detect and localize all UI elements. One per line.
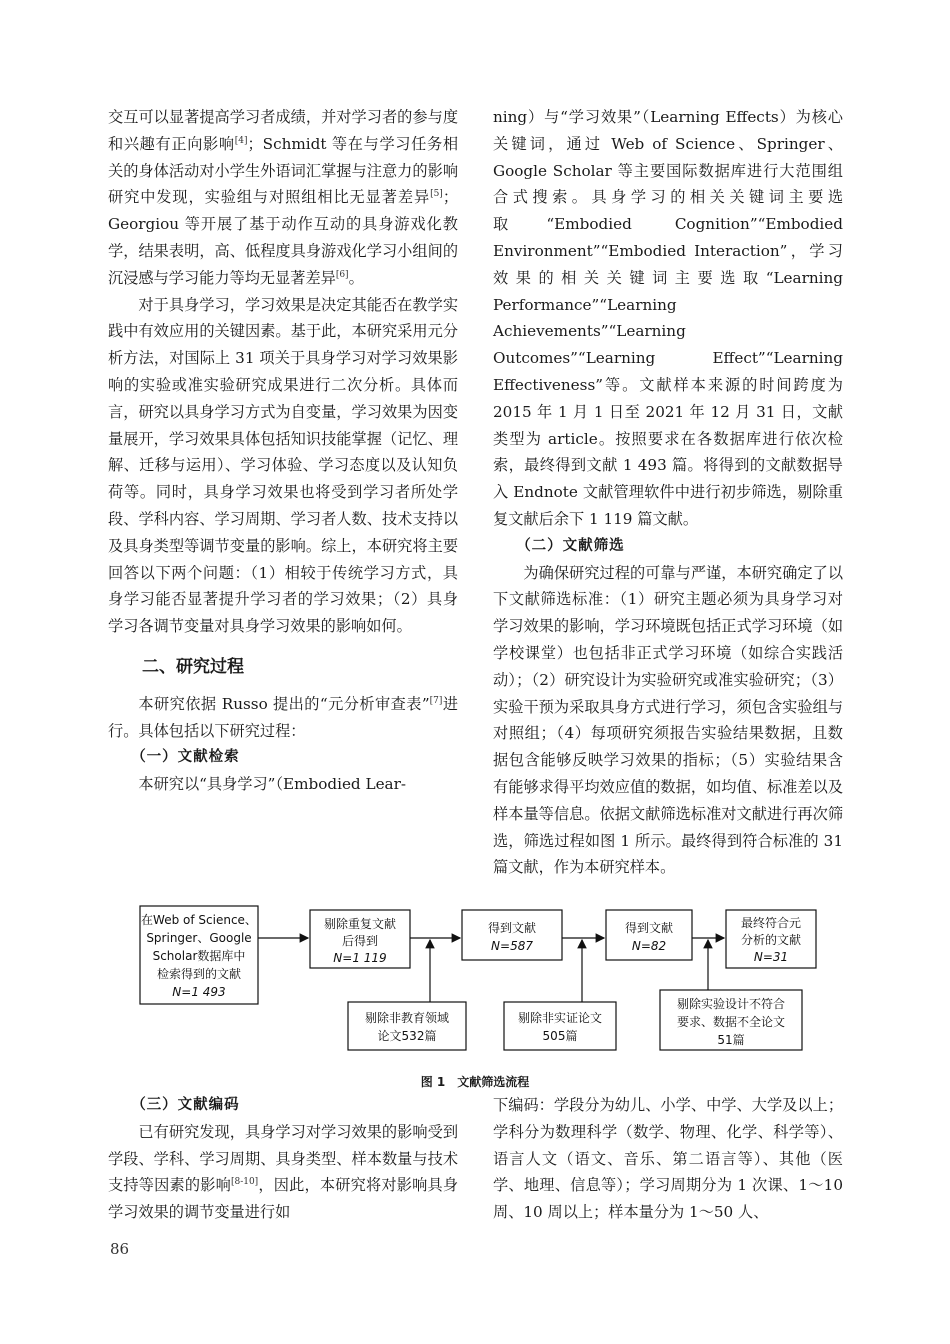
- svg-text:N=587: N=587: [491, 939, 533, 953]
- svg-text:51篇: 51篇: [717, 1033, 745, 1047]
- right-column-bottom: [493, 1092, 843, 1226]
- flow-box-587: [462, 910, 562, 960]
- svg-text:Springer、Google: Springer、Google: [146, 931, 252, 945]
- left-column-bottom: [108, 1092, 458, 1226]
- flow-box-exclude-non-education: [348, 1002, 466, 1050]
- svg-text:Scholar数据库中: Scholar数据库中: [152, 949, 246, 963]
- right-column-top: [493, 104, 843, 881]
- page-number: 86: [110, 1240, 130, 1258]
- svg-text:剔除非教育领域: 剔除非教育领域: [364, 1011, 450, 1025]
- svg-text:得到文献: 得到文献: [487, 921, 537, 935]
- svg-text:505篇: 505篇: [542, 1029, 578, 1043]
- svg-text:N=1 119: N=1 119: [333, 951, 387, 965]
- svg-text:N=1 493: N=1 493: [172, 985, 226, 999]
- svg-text:N=31: N=31: [753, 950, 789, 964]
- citation-4[interactable]: [4]: [234, 135, 248, 146]
- paragraph-coding-intro: 已有研究发现，具身学习对学习效果的影响受到学段、学科、学习周期、具身类型、样本数量与技术支持等因素的影响[8-10]，因此，本研究将对影响具身学习效果的调节变量进行如: [108, 1122, 459, 1222]
- flow-box-deduplicated: [310, 910, 410, 968]
- svg-text:要求、数据不全论文: 要求、数据不全论文: [676, 1015, 786, 1029]
- paragraph-coding-scheme: 下编码：学段分为幼儿、小学、中学、大学及以上；学科分为数理科学（数学、物理、化学、科学等）、语言人文（语文、音乐、第二语言等）、其他（医学、地理、信息等）；学习周期分为 1 次课、1～10周、10 周以上；样本量分为 1～50 人、: [493, 1096, 843, 1222]
- svg-text:剔除非实证论文: 剔除非实证论文: [517, 1011, 603, 1025]
- svg-text:分析的文献: 分析的文献: [740, 933, 802, 947]
- svg-text:论文532篇: 论文532篇: [377, 1029, 437, 1043]
- subheading-literature-coding: （三）文献编码: [131, 1097, 240, 1113]
- citation-6[interactable]: [6]: [335, 269, 349, 280]
- subheading-literature-screening: （二）文献筛选: [516, 537, 625, 554]
- paragraph-screening-criteria: 为确保研究过程的可靠与严谨，本研究确定了以下文献筛选标准：（1）研究主题必须为具身学习对学习效果的影响，学习环境既包括正式学习环境（如学校课堂）也包括非正式学习环境（如综合实践活动）；（2）研究设计为实验研究或准实验研究；（3）实验干预为采取具身方式进行学习，须包含实验组与对照组；（4）每项研究须报告实验结果数据，且数据包含能够反映学习效果的指标；（5）实验结果含有能够求得平均效应值的数据，如均值、标准差以及样本量等信息。依据文献筛选标准对文献进行再次筛选，筛选过程如图 1 所示。最终得到符合标准的 31 篇文献，作为本研究样本。: [493, 563, 843, 877]
- paragraph-search-keywords: ning）与“学习效果”（Learning Effects）为核心关键词，通过 Web of Science、Springer、Google Scholar 等主要国际数据库进行大范围组合式搜索。具身学习的相关关键词主要选取“Embodied Cognition”“Embodied Environment”“Embodied Interaction”，学习效果的相关关键词主要选取“Learning Performance”“Learning Achievements”“Learning Outcomes”“Learning Effect”“Learning Effectiveness”等。文献样本来源的时间跨度为 2015 年 1 月 1 日至 2021 年 12 月 31 日，文献类型为 article。按照要求在各数据库进行依次检索，最终得到文献 1 493 篇。将得到的文献数据导入 Endnote 文献管理软件中进行初步筛选，剔除重复文献后余下 1 119 篇文献。: [493, 108, 843, 528]
- svg-text:剔除实验设计不符合: 剔除实验设计不符合: [676, 997, 786, 1011]
- svg-text:得到文献: 得到文献: [624, 921, 674, 935]
- svg-text:最终符合元: 最终符合元: [740, 916, 802, 930]
- screening-flow-diagram: [130, 898, 830, 1058]
- svg-text:N=82: N=82: [631, 939, 667, 953]
- flow-box-exclude-design: [660, 990, 802, 1050]
- svg-text:在Web of Science、: 在Web of Science、: [141, 913, 257, 927]
- svg-text:剔除重复文献: 剔除重复文献: [323, 917, 397, 931]
- paragraph-search-start: 本研究以“具身学习”（Embodied Lear-: [138, 775, 406, 794]
- paragraph-meta-analysis-checklist: 本研究依据 Russo 提出的“元分析审查表”[7]进行。具体包括以下研究过程：: [108, 694, 459, 740]
- citation-5[interactable]: [5]: [430, 189, 443, 200]
- svg-text:后得到: 后得到: [341, 934, 379, 948]
- citation-8-10[interactable]: [8-10]: [230, 1177, 259, 1188]
- flow-box-82: [606, 910, 692, 960]
- flow-box-exclude-non-empirical: [504, 1002, 616, 1050]
- flow-box-final-31: [726, 910, 816, 968]
- paragraph-research-questions: 对于具身学习，学习效果是决定其能否在教学实践中有效应用的关键因素。基于此，本研究采用元分析方法，对国际上 31 项关于具身学习对学习效果影响的实验或准实验研究成果进行二次分析。具体而言，研究以具身学习方式为自变量，学习效果为因变量展开，学习效果具体包括知识技能掌握（记忆、理解、迁移与运用）、学习体验、学习态度以及认知负荷等。同时，具身学习效果也将受到学习者所处学段、学科内容、学习周期、学习者人数、技术支持以及具身类型等调节变量的影响。综上，本研究将主要回答以下两个问题：（1）相较于传统学习方式，具身学习能否显著提升学习者的学习效果；（2）具身学习各调节变量对具身学习效果的影响如何。: [108, 295, 458, 636]
- figure-caption: 图 1 文献筛选流程: [420, 1075, 530, 1089]
- subheading-literature-search: （一）文献检索: [131, 749, 240, 766]
- section-heading-research-process: 二、研究过程: [142, 656, 244, 677]
- paragraph-related-work: 交互可以显著提高学习者成绩，并对学习者的参与度和兴趣有正向影响[4]；Schmidt 等在与学习任务相关的身体活动对小学生外语词汇掌握与注意力的影响研究中发现，实验组与对照组相比无显著差异[5]；Georgiou 等开展了基于动作互动的具身游戏化教学，结果表明，高、低程度具身游戏化学习小组间的沉浸感与学习能力等均无显著差异[6]。: [108, 108, 459, 287]
- flow-box-initial-search: [140, 906, 258, 1004]
- left-column-top: [108, 104, 458, 798]
- citation-7[interactable]: [7]: [429, 695, 443, 706]
- svg-text:检索得到的文献: 检索得到的文献: [156, 967, 242, 981]
